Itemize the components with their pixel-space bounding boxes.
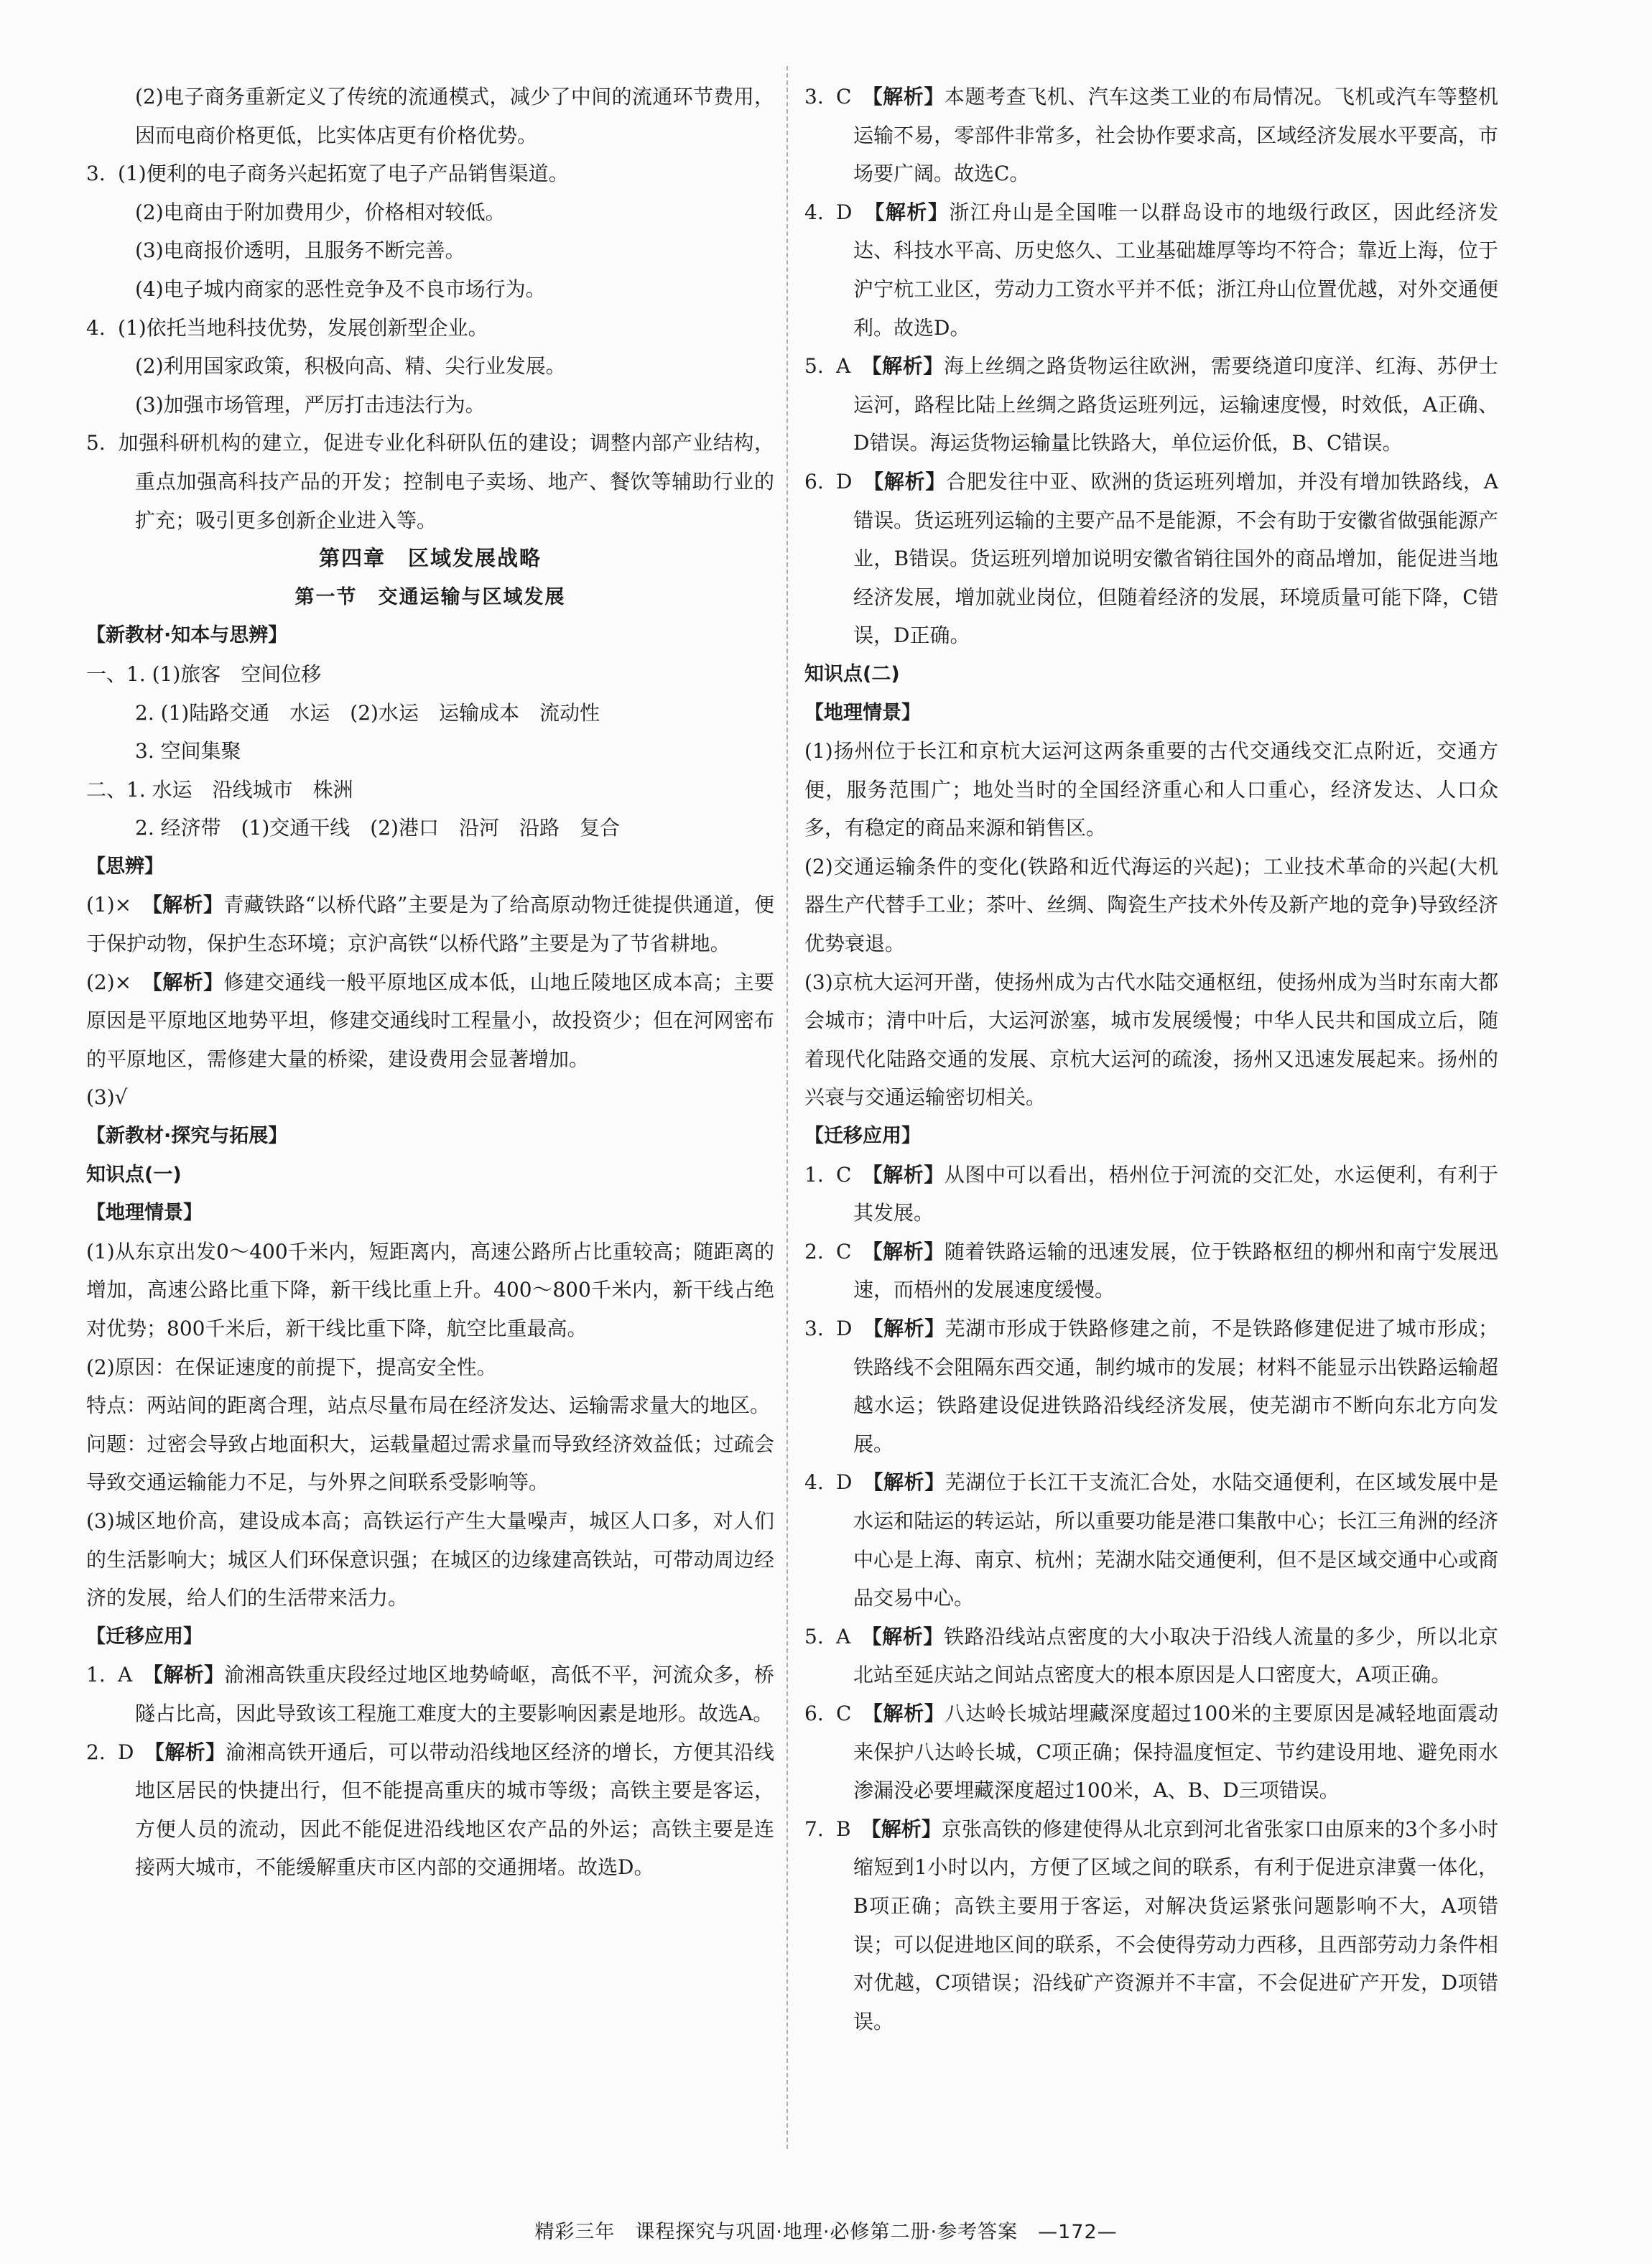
heading: 【新教材·知本与思辨】 [86, 624, 288, 647]
paragraph: (1)扬州位于长江和京杭大运河这两条重要的古代交通线交汇点附近，交通方便，服务范围广；地处当时的全国经济重心和人口重心，经济发达、人口众多，有稳定的商品来源和销售区。 [804, 739, 1498, 840]
paragraph: (2)原因：在保证速度的前提下，提高安全性。 [86, 1355, 497, 1379]
text-line: (3)电商报价透明，且服务不断完善。 [135, 238, 465, 263]
heading: 【地理情景】 [86, 1202, 203, 1225]
column-divider [786, 66, 788, 2149]
heading: 知识点(一) [86, 1163, 182, 1186]
text-line: (2)电商由于附加费用少，价格相对较低。 [135, 200, 506, 224]
list-item: 4. D 【解析】浙江舟山是全国唯一以群岛设市的地级行政区，因此经济发达、科技水平高、历史悠久、工业基础雄厚等均不符合；靠近上海，位于沪宁杭工业区，劳动力工资水平并不低；浙江舟山位置优越，对外交通便利。故选D。 [804, 200, 1498, 340]
list-item: 3. D 【解析】芜湖市形成于铁路修建之前，不是铁路修建促进了城市形成；铁路线不会阻隔东西交通，制约城市的发展；材料不能显示出铁路运输超越水运；铁路建设促进铁路沿线经济发展，使芜湖市不断向东北方向发展。 [804, 1317, 1498, 1456]
answer-line: 2. (1)陆路交通 水运 (2)水运 运输成本 流动性 [135, 700, 600, 725]
paragraph: (3)京杭大运河开凿，使扬州成为古代水陆交通枢纽，使扬州成为当时东南大都会城市；清中叶后，大运河淤塞，城市发展缓慢；中华人民共和国成立后，随着现代化陆路交通的发展、京杭大运河的疏浚，扬州又迅速发展起来。扬州的兴衰与交通运输密切相关。 [804, 970, 1498, 1110]
page-footer: 精彩三年 课程探究与巩固·地理·必修第二册·参考答案 —172— [534, 2221, 1118, 2243]
answer-line: 二、1. 水运 沿线城市 株洲 [86, 777, 353, 802]
right-column [804, 78, 1498, 2041]
list-item: 1. C 【解析】从图中可以看出，梧州位于河流的交汇处，水运便利，有利于其发展。 [804, 1162, 1498, 1225]
text-line: (3)加强市场管理，严厉打击违法行为。 [135, 392, 486, 417]
list-item: 3. C 【解析】本题考查飞机、汽车这类工业的布局情况。飞机或汽车等整机运输不易，零部件非常多，社会协作要求高，区域经济发展水平要高，市场要广阔。故选C。 [804, 85, 1498, 186]
text-line: (2)利用国家政策，积极向高、精、尖行业发展。 [135, 354, 566, 379]
paragraph: (1)从东京出发0～400千米内，短距离内，高速公路所占比重较高；随距离的增加，高速公路比重下降，新干线比重上升。400～800千米内，新干线占绝对优势；800千米后，新干线比重下降，航空比重最高。 [86, 1239, 774, 1340]
heading: 【地理情景】 [804, 701, 921, 724]
paragraph: 问题：过密会导致占地面积大，运载量超过需求量而导致经济效益低；过疏会导致交通运输能力不足，与外界之间联系受影响等。 [86, 1432, 774, 1495]
list-item: 5. A 【解析】铁路沿线站点密度的大小取决于沿线人流量的多少，所以北京北站至延庆站之间站点密度大的根本原因是人口密度大，A项正确。 [804, 1624, 1498, 1687]
list-item: 7. B 【解析】京张高铁的修建使得从北京到河北省张家口由原来的3个多小时缩短到1小时以内，方便了区域之间的联系，有利于促进京津冀一体化，B项正确；高铁主要用于客运，对解决货运紧张问题影响不大，A项错误；可以促进地区间的联系，不会使得劳动力西移，且西部劳动力条件相对优越，C项错误；沿线矿产资源并不丰富，不会促进矿产开发，D项错误。 [804, 1817, 1498, 2033]
paragraph: (2)× 【解析】修建交通线一般平原地区成本低，山地丘陵地区成本高；主要原因是平原地区地势平坦，修建交通线时工程量小，故投资少；但在河网密布的平原地区，需修建大量的桥梁，建设费用会显著增加。 [86, 970, 774, 1071]
list-item: 1. A 【解析】渝湘高铁重庆段经过地区地势崎岖，高低不平，河流众多，桥隧占比高，因此导致该工程施工难度大的主要影响因素是地形。故选A。 [86, 1663, 774, 1725]
heading: 【新教材·探究与拓展】 [86, 1125, 288, 1148]
paragraph: 特点：两站间的距离合理，站点尽量布局在经济发达、运输需求量大的地区。 [86, 1393, 771, 1418]
paragraph: (2)交通运输条件的变化(铁路和近代海运的兴起)；工业技术革命的兴起(大机器生产代替手工业；茶叶、丝绸、陶瓷生产技术外传及新产地的竞争)导致经济优势衰退。 [804, 854, 1498, 956]
list-item: 2. C 【解析】随着铁路运输的迅速发展，位于铁路枢纽的柳州和南宁发展迅速，而梧州的发展速度缓慢。 [804, 1239, 1498, 1302]
heading: 【思辨】 [86, 855, 164, 878]
list-item: 4. D 【解析】芜湖位于长江干支流汇合处，水陆交通便利，在区域发展中是水运和陆运的转运站，所以重要功能是港口集散中心；长江三角洲的经济中心是上海、南京、杭州；芜湖水陆交通便利，但不是区域交通中心或商品交易中心。 [804, 1470, 1498, 1610]
section-title: 第一节 交通运输与区域发展 [294, 585, 566, 608]
list-item: 6. D 【解析】合肥发往中亚、欧洲的货运班列增加，并没有增加铁路线，A错误。货运班列运输的主要产品不是能源，不会有助于安徽省做强能源产业，B错误。货运班列增加说明安徽省销往国外的商品增加，能促进当地经济发展，增加就业岗位，但随着经济的发展，环境质量可能下降，C错误，D正确。 [804, 469, 1498, 648]
list-item: 5. A 【解析】海上丝绸之路货物运往欧洲，需要绕道印度洋、红海、苏伊士运河，路程比陆上丝绸之路货运班列远，运输速度慢，时效低，A正确、D错误。海运货物运输量比铁路大，单位运价低，B、C错误。 [804, 354, 1498, 455]
answer-line: 3. 空间集聚 [135, 739, 241, 764]
answer-line: 一、1. (1)旅客 空间位移 [86, 662, 322, 686]
heading: 【迁移应用】 [86, 1625, 203, 1648]
list-item: 3. (1)便利的电子商务兴起拓宽了电子产品销售渠道。 [86, 162, 569, 186]
text-line: (2)电子商务重新定义了传统的流通模式，减少了中间的流通环节费用，因而电商价格更低，比实体店更有价格优势。 [135, 85, 774, 147]
list-item: 5. 加强科研机构的建立，促进专业化科研队伍的建设；调整内部产业结构，重点加强高科技产品的开发；控制电子卖场、地产、餐饮等辅助行业的扩充；吸引更多创新企业进入等。 [86, 431, 774, 532]
list-item: 4. (1)依托当地科技优势，发展创新型企业。 [86, 315, 488, 340]
list-item: 6. C 【解析】八达岭长城站埋藏深度超过100米的主要原因是减轻地面震动来保护八达岭长城，C项正确；保持温度恒定、节约建设用地、避免雨水渗漏没必要埋藏深度超过100米，A、B、D三项错误。 [804, 1701, 1498, 1803]
left-column [86, 78, 774, 1887]
paragraph: (1)× 【解析】青藏铁路“以桥代路”主要是为了给高原动物迁徙提供通道，便于保护动物，保护生态环境；京沪高铁“以桥代路”主要是为了节省耕地。 [86, 893, 774, 956]
chapter-title: 第四章 区域发展战略 [318, 546, 542, 571]
answer-line: (3)√ [86, 1085, 128, 1110]
paragraph: (3)城区地价高，建设成本高；高铁运行产生大量噪声，城区人口多，对人们的生活影响大；城区人们环保意识强；在城区的边缘建高铁站，可带动周边经济的发展，给人们的生活带来活力。 [86, 1508, 774, 1610]
answer-line: 2. 经济带 (1)交通干线 (2)港口 沿河 沿路 复合 [135, 816, 620, 840]
list-item: 2. D 【解析】渝湘高铁开通后，可以带动沿线地区经济的增长，方便其沿线地区居民的快捷出行，但不能提高重庆的城市等级；高铁主要是客运，方便人员的流动，因此不能促进沿线地区农产品的外运；高铁主要是连接两大城市，不能缓解重庆市区内部的交通拥堵。故选D。 [86, 1740, 774, 1880]
text-line: (4)电子城内商家的恶性竞争及不良市场行为。 [135, 277, 546, 301]
heading: 【迁移应用】 [804, 1125, 921, 1148]
heading: 知识点(二) [804, 662, 900, 685]
